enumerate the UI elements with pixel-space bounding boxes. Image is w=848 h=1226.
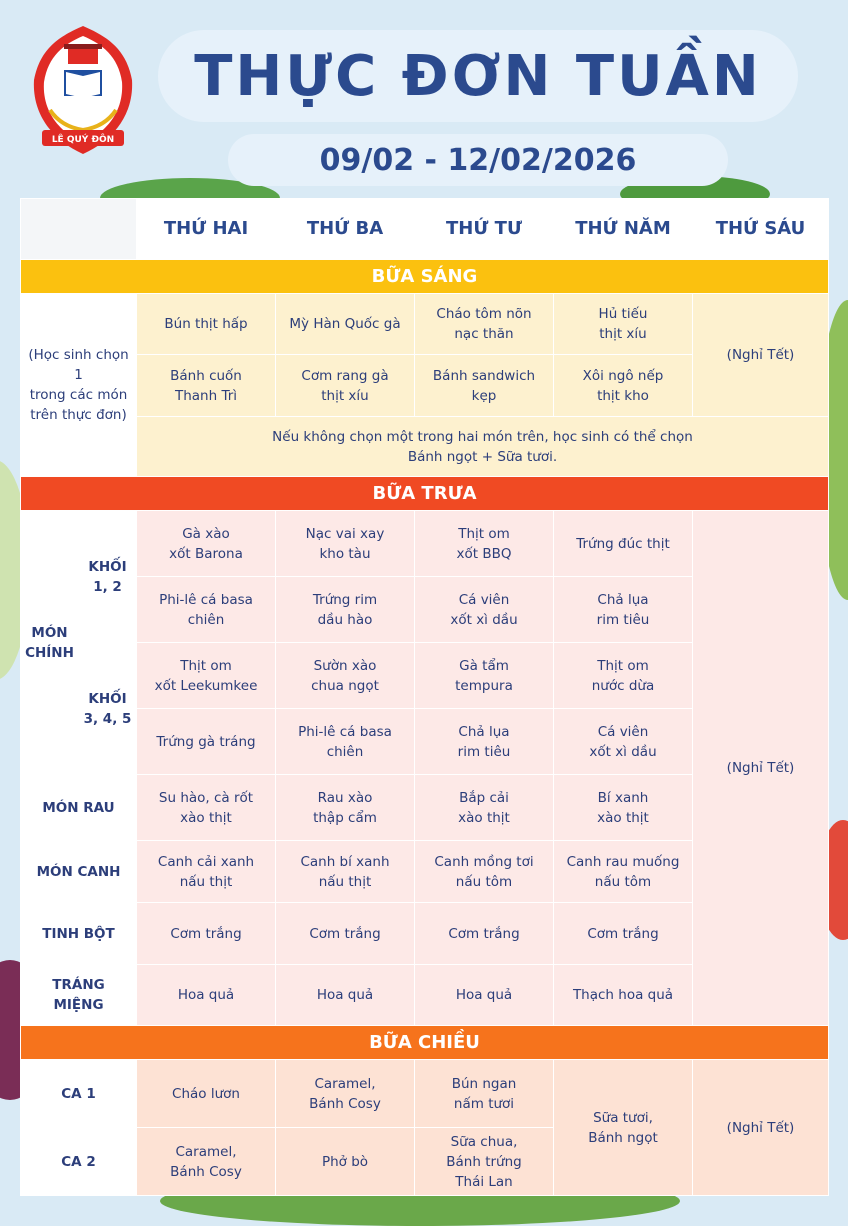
afternoon-thursday: Sữa tươi, Bánh ngọt <box>554 1060 693 1196</box>
lunch-title: BỮA TRƯA <box>21 477 829 511</box>
afternoon-friday: (Nghỉ Tết) <box>693 1060 829 1196</box>
lunch-g345-mon-1: Thịt om xốt Leekumkee <box>137 643 276 709</box>
lunch-g345-tue-1: Sườn xào chua ngọt <box>276 643 415 709</box>
menu-table <box>20 198 829 1196</box>
date-range: 09/02 - 12/02/2026 <box>228 134 728 186</box>
lunch-g345-thu-2: Cá viên xốt xì dầu <box>554 709 693 775</box>
school-logo <box>28 22 138 162</box>
soup-label: MÓN CANH <box>21 841 137 903</box>
dessert-label: TRÁNG MIỆNG <box>21 965 137 1026</box>
lunch-veg-tue: Rau xào thập cẩm <box>276 775 415 841</box>
lunch-dessert-tue: Hoa quả <box>276 965 415 1026</box>
lunch-band <box>21 477 829 511</box>
afternoon-ca1-mon: Cháo lươn <box>137 1060 276 1128</box>
lunch-soup-wed: Canh mồng tơi nấu tôm <box>415 841 554 903</box>
starch-label: TINH BỘT <box>21 903 137 965</box>
lunch-g12-thu-2: Chả lụa rim tiêu <box>554 577 693 643</box>
breakfast-note: Nếu không chọn một trong hai món trên, học sinh có thể chọn Bánh ngọt + Sữa tươi. <box>137 417 829 477</box>
lunch-soup-mon: Canh cải xanh nấu thịt <box>137 841 276 903</box>
breakfast-title: BỮA SÁNG <box>21 260 829 294</box>
afternoon-title: BỮA CHIỀU <box>21 1026 829 1060</box>
breakfast-row-1 <box>21 294 829 355</box>
breakfast-friday: (Nghỉ Tết) <box>693 294 829 417</box>
main-dish-label: MÓN CHÍNH <box>21 511 79 775</box>
afternoon-ca1-wed: Bún ngan nấm tươi <box>415 1060 554 1128</box>
day-header-monday: THỨ HAI <box>137 199 276 260</box>
day-header-wednesday: THỨ TƯ <box>415 199 554 260</box>
lunch-g12-wed-2: Cá viên xốt xì dầu <box>415 577 554 643</box>
lunch-soup-tue: Canh bí xanh nấu thịt <box>276 841 415 903</box>
corner-cell <box>21 199 137 260</box>
breakfast-thu-2: Xôi ngô nếp thịt kho <box>554 355 693 417</box>
lunch-g12-tue-1: Nạc vai xay kho tàu <box>276 511 415 577</box>
lunch-starch-thu: Cơm trắng <box>554 903 693 965</box>
afternoon-band <box>21 1026 829 1060</box>
lunch-g12-thu-1: Trứng đúc thịt <box>554 511 693 577</box>
page-title: THỰC ĐƠN TUẦN <box>158 30 798 122</box>
grade-3-4-5-label: KHỐI 3, 4, 5 <box>79 643 137 775</box>
lunch-dessert-thu: Thạch hoa quả <box>554 965 693 1026</box>
day-header-thursday: THỨ NĂM <box>554 199 693 260</box>
afternoon-ca1-tue: Caramel, Bánh Cosy <box>276 1060 415 1128</box>
lunch-soup-thu: Canh rau muống nấu tôm <box>554 841 693 903</box>
breakfast-tue-1: Mỳ Hàn Quốc gà <box>276 294 415 355</box>
lunch-starch-tue: Cơm trắng <box>276 903 415 965</box>
breakfast-label: (Học sinh chọn 1 trong các món trên thực đơn) <box>21 294 137 477</box>
grade-1-2-label: KHỐI 1, 2 <box>79 511 137 643</box>
lunch-g345-wed-1: Gà tẩm tempura <box>415 643 554 709</box>
afternoon-ca2-tue: Phở bò <box>276 1128 415 1196</box>
day-header-tuesday: THỨ BA <box>276 199 415 260</box>
lunch-veg-wed: Bắp cải xào thịt <box>415 775 554 841</box>
breakfast-wed-2: Bánh sandwich kẹp <box>415 355 554 417</box>
breakfast-band <box>21 260 829 294</box>
lunch-g345-wed-2: Chả lụa rim tiêu <box>415 709 554 775</box>
lunch-starch-wed: Cơm trắng <box>415 903 554 965</box>
lunch-g12-tue-2: Trứng rim dầu hào <box>276 577 415 643</box>
lunch-g12-wed-1: Thịt om xốt BBQ <box>415 511 554 577</box>
vegetable-label: MÓN RAU <box>21 775 137 841</box>
lunch-g345-mon-2: Trứng gà tráng <box>137 709 276 775</box>
lunch-g345-tue-2: Phi-lê cá basa chiên <box>276 709 415 775</box>
lunch-veg-thu: Bí xanh xào thịt <box>554 775 693 841</box>
lunch-starch-mon: Cơm trắng <box>137 903 276 965</box>
afternoon-ca1-row <box>21 1060 829 1128</box>
lunch-friday: (Nghỉ Tết) <box>693 511 829 1026</box>
lunch-g12-mon-1: Gà xào xốt Barona <box>137 511 276 577</box>
afternoon-ca2-mon: Caramel, Bánh Cosy <box>137 1128 276 1196</box>
breakfast-mon-2: Bánh cuốn Thanh Trì <box>137 355 276 417</box>
lunch-dessert-wed: Hoa quả <box>415 965 554 1026</box>
breakfast-wed-1: Cháo tôm nõn nạc thăn <box>415 294 554 355</box>
day-header-row <box>21 199 829 260</box>
lunch-veg-mon: Su hào, cà rốt xào thịt <box>137 775 276 841</box>
lunch-g345-thu-1: Thịt om nước dừa <box>554 643 693 709</box>
shift-2-label: CA 2 <box>21 1128 137 1196</box>
day-header-friday: THỨ SÁU <box>693 199 829 260</box>
shift-1-label: CA 1 <box>21 1060 137 1128</box>
breakfast-thu-1: Hủ tiếu thịt xíu <box>554 294 693 355</box>
lunch-g12-row-1 <box>21 511 829 577</box>
lunch-g12-mon-2: Phi-lê cá basa chiên <box>137 577 276 643</box>
breakfast-tue-2: Cơm rang gà thịt xíu <box>276 355 415 417</box>
svg-text:LÊ QUÝ ĐÔN: LÊ QUÝ ĐÔN <box>51 135 115 145</box>
lunch-dessert-mon: Hoa quả <box>137 965 276 1026</box>
breakfast-mon-1: Bún thịt hấp <box>137 294 276 355</box>
afternoon-ca2-wed: Sữa chua, Bánh trứng Thái Lan <box>415 1128 554 1196</box>
breakfast-note-row <box>21 417 829 477</box>
